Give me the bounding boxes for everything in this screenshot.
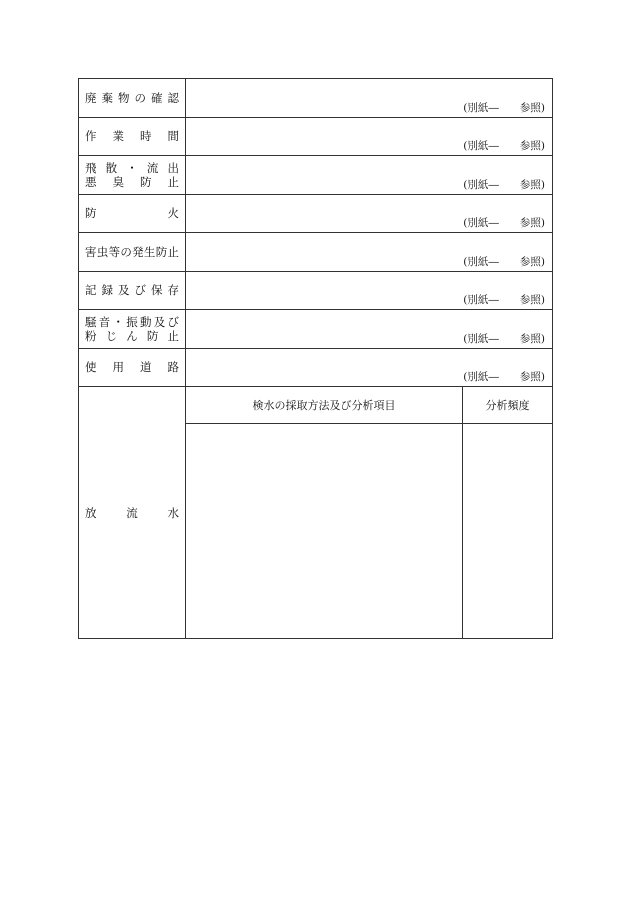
row-label [79, 272, 186, 310]
row-entry-field[interactable] [186, 310, 552, 348]
water-header-row [186, 387, 552, 424]
form-row [79, 156, 552, 195]
row-label [79, 195, 186, 233]
attachment-reference: (別紙― 参照) [463, 332, 545, 345]
row-entry-field[interactable] [186, 156, 552, 194]
form-table [78, 78, 553, 639]
row-label [79, 349, 186, 387]
row-entry-field[interactable] [186, 349, 552, 387]
attachment-reference: (別紙― 参照) [463, 371, 545, 383]
row-entry-field[interactable] [186, 233, 552, 271]
row-label [79, 233, 186, 271]
row-label [79, 79, 186, 117]
attachment-reference: (別紙― 参照) [463, 178, 545, 191]
method-column-header: 検水の採取方法及び分析項目 [186, 387, 463, 423]
attachment-reference: (別紙― 参照) [463, 217, 545, 229]
water-label [79, 387, 186, 638]
water-body [186, 424, 552, 638]
form-row [79, 79, 552, 118]
row-label-line: 騒音・振動及び [85, 314, 179, 329]
attachment-reference: (別紙― 参照) [463, 140, 545, 152]
form-row [79, 195, 552, 234]
row-label-line: 粉じん防止 [85, 328, 179, 343]
form-row [79, 272, 552, 311]
frequency-entry-field[interactable] [463, 424, 552, 638]
frequency-column-header: 分析頻度 [485, 399, 530, 412]
row-label-line: 廃棄物の確認 [85, 90, 179, 105]
water-label-text: 放 流 水 [85, 505, 179, 520]
row-label-line: 飛散・流出 [85, 160, 179, 175]
method-entry-field[interactable] [186, 424, 463, 638]
attachment-reference: (別紙― 参照) [463, 294, 545, 306]
attachment-reference: (別紙― 参照) [463, 101, 545, 114]
row-entry-field[interactable] [186, 118, 552, 156]
attachment-reference: (別紙― 参照) [463, 255, 545, 268]
row-label-line: 悪臭防止 [85, 174, 179, 189]
form-row [79, 233, 552, 272]
row-label-line: 使 用 道 路 [85, 360, 179, 375]
row-label-line: 記録及び保存 [85, 283, 179, 298]
row-entry-field[interactable] [186, 195, 552, 233]
row-label-line: 害虫等の発生防止 [85, 244, 179, 259]
row-label [79, 156, 186, 194]
form-row [79, 118, 552, 157]
discharge-water-section [79, 387, 552, 638]
row-label-line: 作 業 時 間 [85, 129, 179, 144]
row-entry-field[interactable] [186, 272, 552, 310]
form-row [79, 349, 552, 388]
row-entry-field[interactable] [186, 79, 552, 117]
row-label [79, 310, 186, 348]
row-label-line: 防 火 [85, 206, 179, 221]
form-row [79, 310, 552, 349]
row-label [79, 118, 186, 156]
